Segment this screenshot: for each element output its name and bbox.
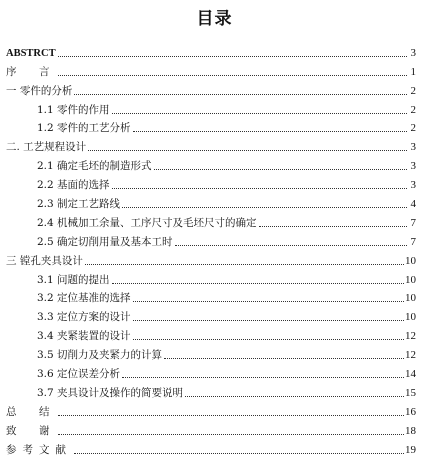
toc-entry-label: 2.2 基面的选择 — [37, 179, 110, 192]
dot-leader — [112, 283, 404, 284]
toc-page-number: 10 — [405, 254, 416, 267]
toc-page-number: 18 — [405, 424, 416, 437]
toc-entry-chapter-2[interactable] — [0, 135, 429, 154]
toc-page-number: 3 — [410, 160, 416, 173]
toc-entry-label: 参考文献 — [6, 443, 72, 456]
toc-entry-3-7[interactable] — [0, 381, 429, 400]
toc-entry-label: 3.2 定位基准的选择 — [37, 292, 131, 305]
toc-page-number: 12 — [405, 349, 416, 362]
toc-page-number: 19 — [405, 443, 416, 456]
toc-page-number: 10 — [405, 273, 416, 286]
toc-page-number: 1 — [410, 65, 416, 78]
toc-entry-abstract[interactable] — [0, 41, 429, 60]
toc-entry-3-3[interactable] — [0, 305, 429, 324]
dot-leader — [185, 396, 404, 397]
toc-entry-label: 3.5 切削力及夹紧力的计算 — [37, 349, 163, 362]
dot-leader — [133, 301, 404, 302]
toc-page-number: 12 — [405, 330, 416, 343]
toc-entry-3-2[interactable] — [0, 287, 429, 306]
dot-leader — [112, 113, 407, 114]
toc-entry-label: 致 谢 — [6, 424, 56, 437]
toc-entry-label: 2.3 制定工艺路线 — [37, 198, 121, 211]
dot-leader — [58, 415, 405, 416]
toc-entry-2-5[interactable] — [0, 230, 429, 249]
toc-page-number: 3 — [410, 179, 416, 192]
toc-entry-label: ABSTRCT — [6, 47, 56, 59]
dot-leader — [58, 75, 408, 76]
dot-leader — [58, 56, 407, 57]
dot-leader — [122, 207, 407, 208]
toc-page-number: 4 — [410, 198, 416, 211]
toc-entry-3-4[interactable] — [0, 324, 429, 343]
dot-leader — [58, 434, 405, 435]
dot-leader — [74, 453, 404, 454]
toc-entry-chapter-3[interactable] — [0, 249, 429, 268]
toc-entry-2-3[interactable] — [0, 192, 429, 211]
toc-entry-3-5[interactable] — [0, 343, 429, 362]
toc-entry-label: 二. 工艺规程设计 — [6, 141, 87, 154]
toc-page-number: 3 — [410, 141, 416, 154]
toc-entry-label: 3.6 定位误差分析 — [37, 368, 121, 381]
toc-entry-label: 3.1 问题的提出 — [37, 273, 110, 286]
toc-entry-label: 2.4 机械加工余量、工序尺寸及毛坯尺寸的确定 — [37, 216, 257, 229]
toc-entry-preface[interactable] — [0, 60, 429, 79]
toc-page-number: 3 — [410, 46, 416, 59]
dot-leader — [259, 226, 407, 227]
toc-entry-chapter-1[interactable] — [0, 79, 429, 98]
toc-entry-label: 总 结 — [6, 405, 56, 418]
toc-page-number: 10 — [405, 311, 416, 324]
toc-entry-1-1[interactable] — [0, 98, 429, 117]
toc-entry-references[interactable] — [0, 438, 429, 457]
toc-entry-label: 一 零件的分析 — [6, 84, 73, 97]
toc-entry-2-2[interactable] — [0, 173, 429, 192]
dot-leader — [175, 245, 407, 246]
toc-page-number: 7 — [410, 235, 416, 248]
toc-page-number: 2 — [410, 122, 416, 135]
table-of-contents — [0, 41, 429, 457]
dot-leader — [112, 188, 407, 189]
toc-entry-label: 3.7 夹具设计及操作的简要说明 — [37, 386, 184, 399]
dot-leader — [122, 377, 404, 378]
toc-entry-1-2[interactable] — [0, 117, 429, 136]
dot-leader — [133, 320, 404, 321]
page-title: 目录 — [196, 9, 233, 29]
toc-entry-label: 三 镗孔夹具设计 — [6, 254, 83, 267]
toc-page-number: 7 — [410, 216, 416, 229]
dot-leader — [133, 339, 404, 340]
toc-page-number: 14 — [405, 368, 416, 381]
toc-page-number: 2 — [410, 84, 416, 97]
dot-leader — [88, 150, 407, 151]
toc-entry-label: 1.2 零件的工艺分析 — [37, 122, 131, 135]
dot-leader — [164, 358, 404, 359]
toc-entry-label: 2.1 确定毛坯的制造形式 — [37, 160, 152, 173]
toc-entry-2-1[interactable] — [0, 154, 429, 173]
dot-leader — [74, 94, 407, 95]
toc-entry-acknowledgements[interactable] — [0, 419, 429, 438]
dot-leader — [85, 264, 404, 265]
toc-page-number: 15 — [405, 386, 416, 399]
toc-entry-2-4[interactable] — [0, 211, 429, 230]
toc-entry-summary[interactable] — [0, 400, 429, 419]
toc-entry-3-1[interactable] — [0, 268, 429, 287]
dot-leader — [154, 169, 407, 170]
toc-entry-label: 3.3 定位方案的设计 — [37, 311, 131, 324]
toc-entry-label: 序 言 — [6, 65, 56, 78]
toc-entry-3-6[interactable] — [0, 362, 429, 381]
dot-leader — [133, 131, 407, 132]
toc-entry-label: 2.5 确定切削用量及基本工时 — [37, 235, 173, 248]
toc-page-number: 10 — [405, 292, 416, 305]
toc-page-number: 2 — [410, 103, 416, 116]
toc-page-number: 16 — [405, 405, 416, 418]
toc-entry-label: 1.1 零件的作用 — [37, 103, 110, 116]
toc-entry-label: 3.4 夹紧装置的设计 — [37, 330, 131, 343]
